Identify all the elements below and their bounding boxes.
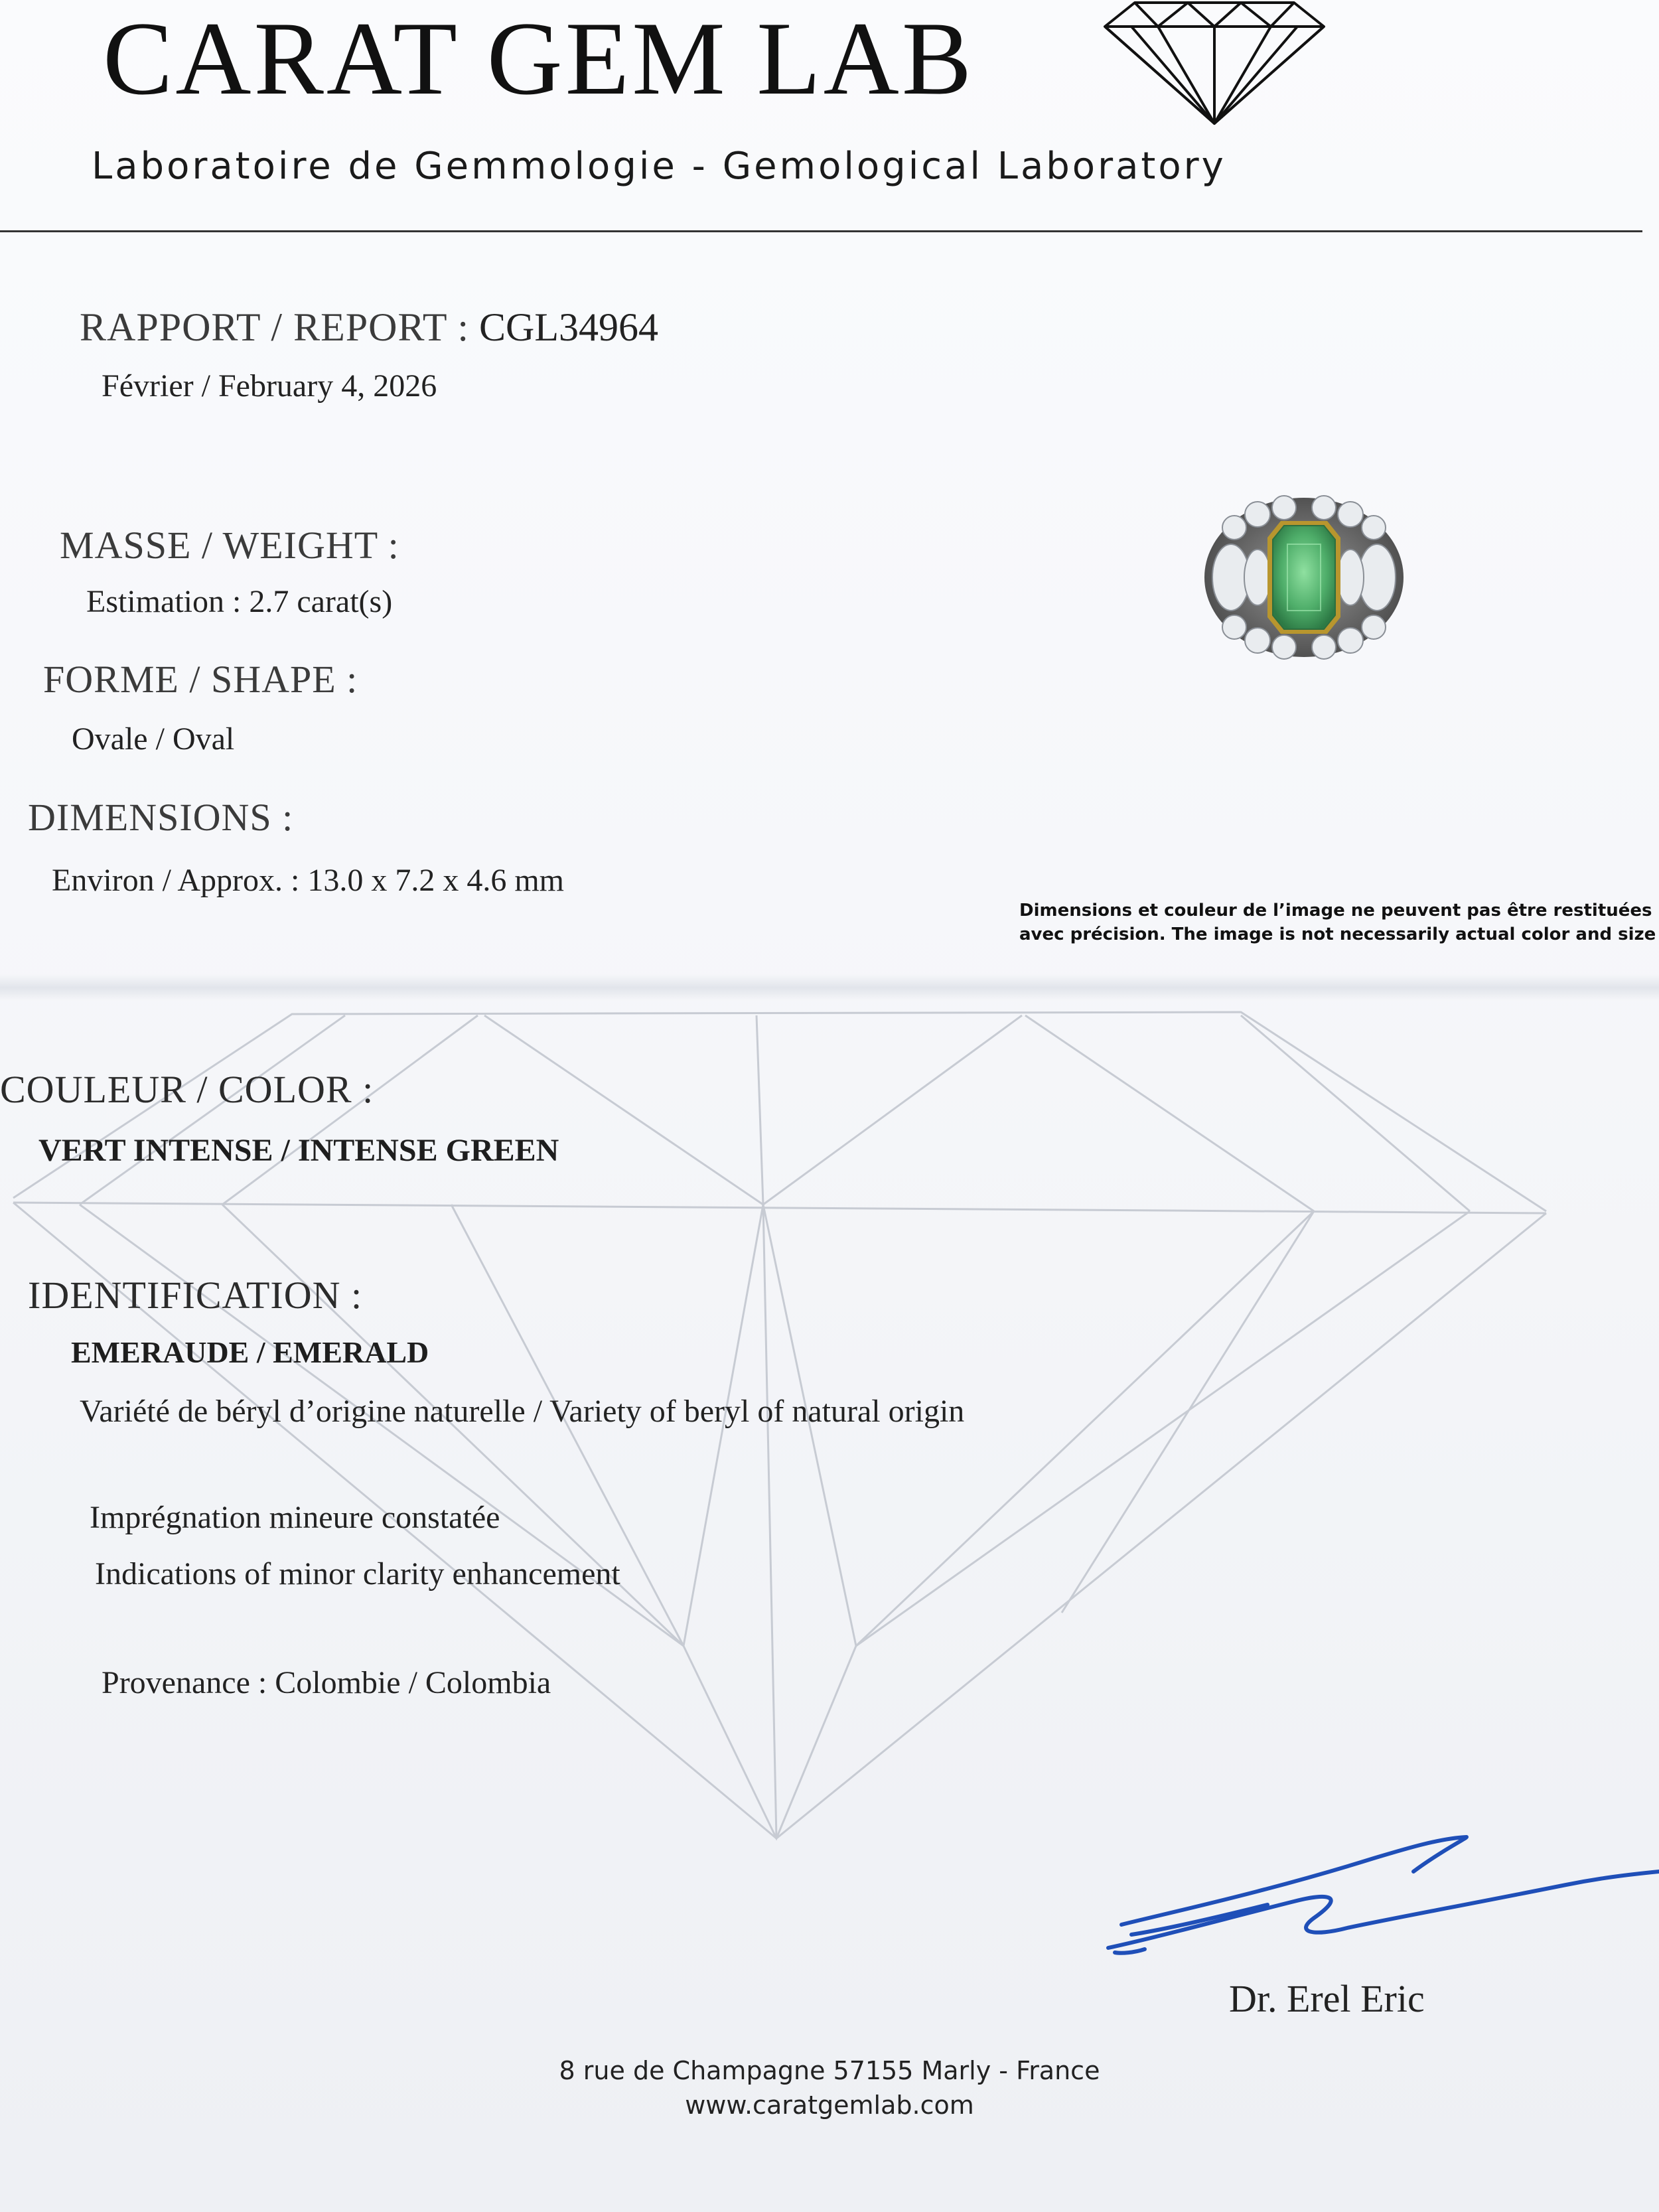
identification-label: IDENTIFICATION : [28, 1274, 363, 1317]
treatment-french: Imprégnation mineure constatée [90, 1500, 500, 1535]
header-divider [0, 230, 1642, 232]
lab-tagline: Laboratoire de Gemmologie - Gemological Laboratory [92, 145, 1226, 188]
color-value: VERT INTENSE / INTENSE GREEN [38, 1133, 559, 1168]
lab-address: 8 rue de Champagne 57155 Marly - France [559, 2056, 1100, 2085]
paper-fold [0, 974, 1659, 1001]
diamond-logo-icon [1095, 0, 1334, 126]
identification-species: EMERAUDE / EMERALD [71, 1335, 429, 1369]
origin: Provenance : Colombie / Colombia [102, 1665, 551, 1700]
signer-name: Dr. Erel Eric [1229, 1977, 1425, 2020]
weight-label: MASSE / WEIGHT : [60, 524, 399, 567]
identification-variety: Variété de béryl d’origine naturelle / Variety of beryl of natural origin [80, 1394, 965, 1429]
treatment-english: Indications of minor clarity enhancement [95, 1556, 620, 1591]
weight-value: Estimation : 2.7 carat(s) [86, 584, 393, 619]
color-label: COULEUR / COLOR : [0, 1068, 374, 1111]
shape-label: FORME / SHAPE : [43, 658, 358, 701]
report-date: Février / February 4, 2026 [102, 368, 437, 404]
report-label: RAPPORT / REPORT : [80, 305, 470, 349]
image-disclaimer-line-2: avec précision. The image is not necessarily actual color and size [1019, 924, 1656, 944]
lab-website[interactable]: www.caratgemlab.com [685, 2091, 974, 2120]
shape-value: Ovale / Oval [72, 721, 235, 757]
image-disclaimer [1019, 899, 1656, 946]
report-number: CGL34964 [479, 305, 658, 349]
lab-name: CARAT GEM LAB [103, 1, 975, 117]
dimensions-value: Environ / Approx. : 13.0 x 7.2 x 4.6 mm [52, 863, 564, 898]
image-disclaimer-line-1: Dimensions et couleur de l’image ne peuvent pas être restituées [1019, 901, 1652, 921]
handwritten-signature [1095, 1812, 1659, 1964]
dimensions-label: DIMENSIONS : [28, 796, 294, 839]
emerald-ring-photo [1194, 491, 1413, 664]
